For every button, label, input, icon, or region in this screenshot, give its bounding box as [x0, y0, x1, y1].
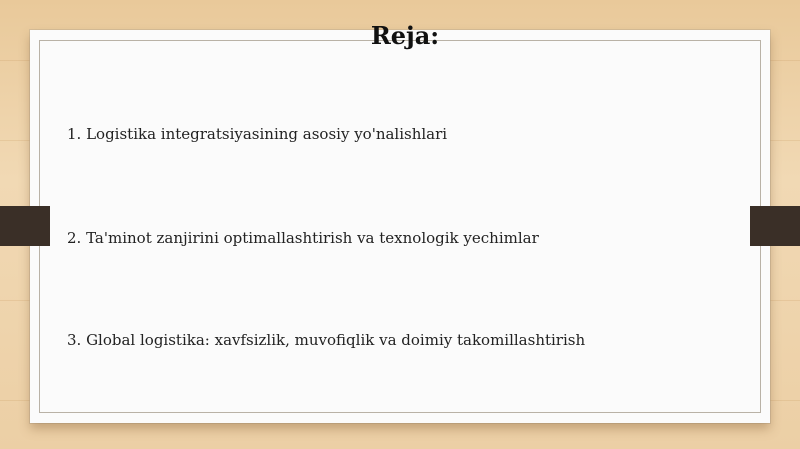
plan-item-3: 3. Global logistika: xavfsizlik, muvofiqlik va doimiy takomillashtirish — [67, 331, 586, 349]
plan-item-2: 2. Ta'minot zanjirini optimallashtirish va texnologik yechimlar — [67, 229, 539, 247]
slide-border — [39, 40, 761, 413]
right-tab-decoration — [750, 206, 800, 246]
slide-title: Reja: — [370, 21, 440, 50]
left-tab-decoration — [0, 206, 50, 246]
plan-item-1: 1. Logistika integratsiyasining asosiy yo'nalishlari — [67, 125, 448, 143]
slide-card — [30, 30, 770, 423]
